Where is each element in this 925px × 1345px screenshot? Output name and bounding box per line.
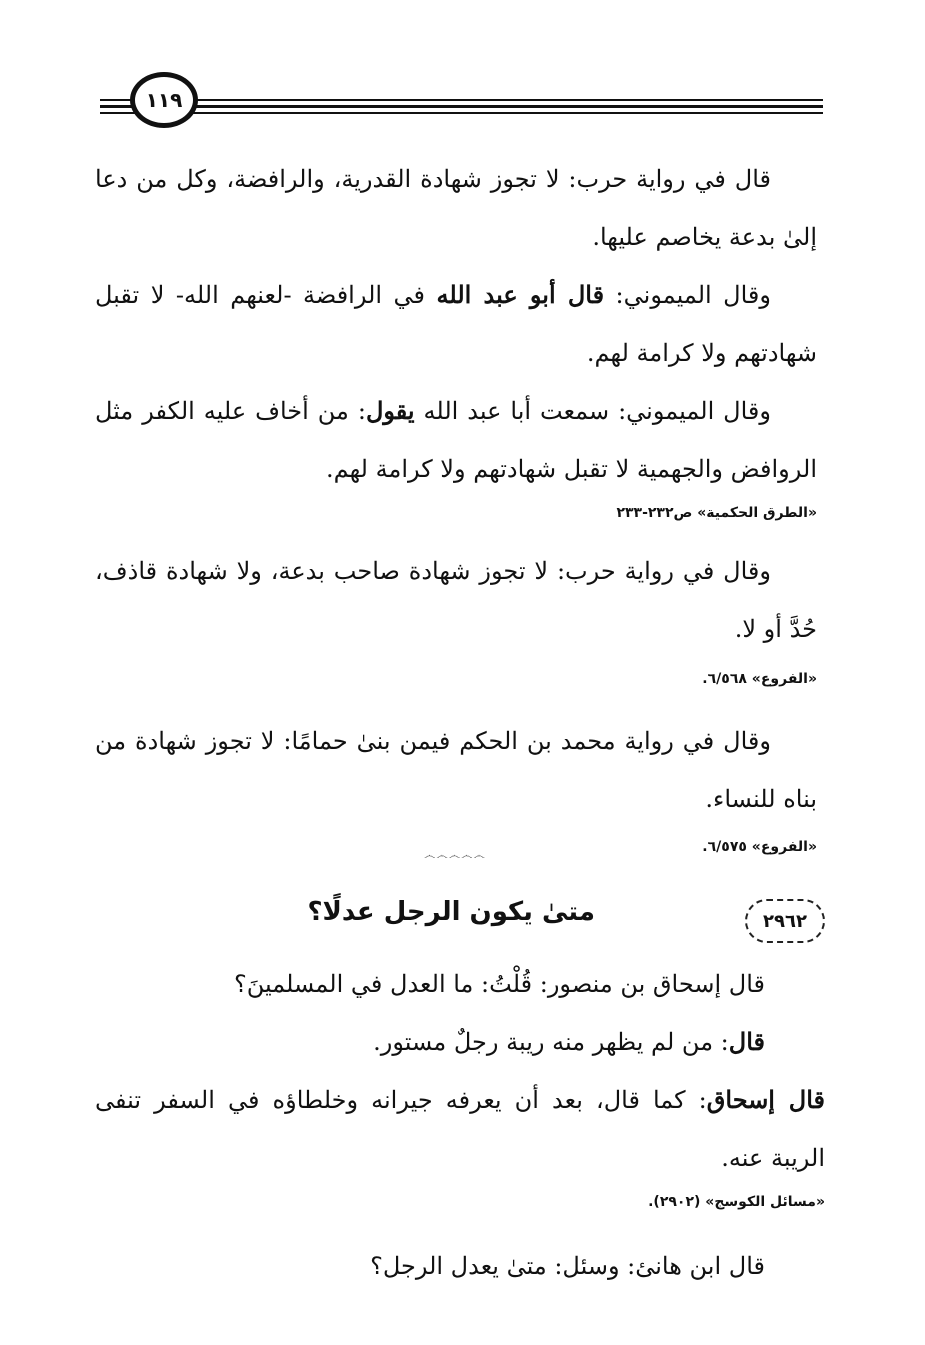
header-rule-bottom bbox=[100, 112, 823, 114]
paragraph-qal-mastur: قال: من لم يظهر منه ريبة رجلٌ مستور. bbox=[373, 1027, 765, 1056]
ornament-divider: ෴෴෴෴෴ bbox=[424, 848, 486, 862]
item-number-badge: ٢٩٦٢ bbox=[745, 899, 825, 943]
paragraph-ibn-hani: قال ابن هانئ: وسئل: متىٰ يعدل الرجل؟ bbox=[370, 1252, 765, 1280]
header-rule-middle bbox=[100, 105, 823, 108]
section-heading: متىٰ يكون الرجل عدلًا؟ bbox=[307, 897, 595, 927]
header-rule-top bbox=[100, 99, 823, 101]
paragraph-maymuni-rafida: وقال الميموني: قال أبو عبد الله في الرافضة -لعنهم الله- لا تقبل شهادتهم ولا كرامة لهم. bbox=[95, 280, 817, 367]
paragraph-qal-ishaq: قال إسحاق: كما قال، بعد أن يعرفه جيرانه وخلطاؤه في السفر تنفى الريبة عنه. bbox=[95, 1085, 825, 1172]
paragraph-maymuni-kufr: وقال الميموني: سمعت أبا عبد الله يقول: من أخاف عليه الكفر مثل الروافض والجهمية لا تقبل شهادتهم ولا كرامة لهم. bbox=[95, 396, 817, 483]
page-number: ١١٩ bbox=[130, 72, 198, 128]
citation-furu-575: «الفروع» ٦/٥٧٥. bbox=[702, 839, 817, 855]
text-block-2 bbox=[95, 955, 825, 1295]
section-heading-row bbox=[95, 893, 825, 953]
citation-furu-568: «الفروع» ٦/٥٦٨. bbox=[702, 671, 817, 687]
citation-turuq: «الطرق الحكمية» ص٢٣٢-٢٣٣ bbox=[616, 505, 817, 521]
paragraph-harb-bidaa: وقال في رواية حرب: لا تجوز شهادة صاحب بدعة، ولا شهادة قاذف، حُدَّ أو لا. bbox=[95, 557, 817, 643]
paragraph-harb-qadariyya: قال في رواية حرب: لا تجوز شهادة القدرية، والرافضة، وكل من دعا إلىٰ بدعة يخاصم عليها. bbox=[95, 165, 817, 251]
paragraph-ishaq-mansur: قال إسحاق بن منصور: قُلْتُ: ما العدل في المسلمينَ؟ bbox=[233, 970, 765, 998]
citation-masail-kawsaj: «مسائل الكوسج» (٢٩٠٢). bbox=[648, 1194, 825, 1210]
text-block-1 bbox=[95, 150, 817, 862]
paragraph-muhammad-hakam: وقال في رواية محمد بن الحكم فيمن بنىٰ حمامًا: لا تجوز شهادة من بناه للنساء. bbox=[95, 727, 817, 813]
